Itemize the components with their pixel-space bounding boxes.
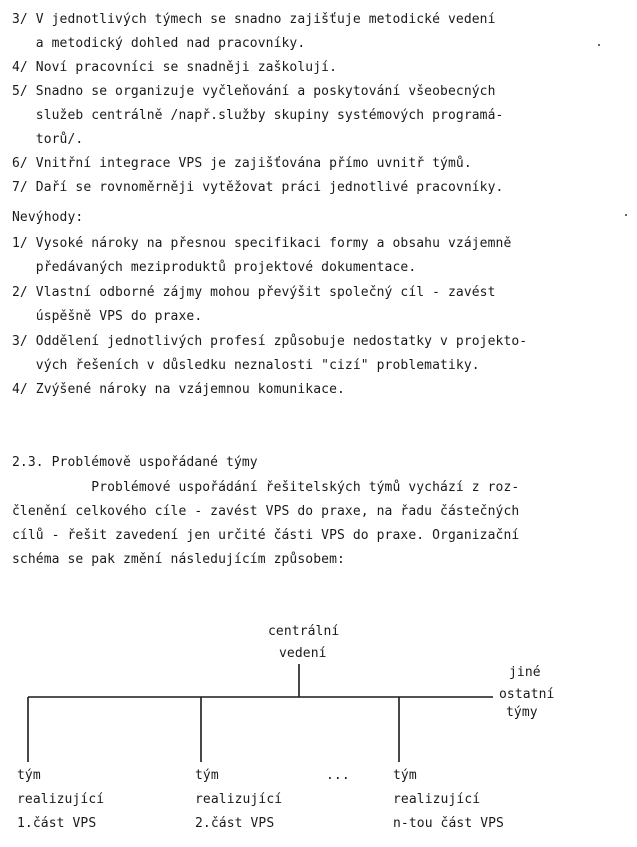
team-node-n-line1: tým [393,768,417,783]
other-teams-line3: týmy [506,705,538,720]
list-item: 6/ Vnitřní integrace VPS je zajišťována přímo uvnitř týmů. [12,156,472,171]
team-node-1-line3: 1.část VPS [17,816,97,831]
list-item: 1/ Vysoké nároky na přesnou specifikaci formy a obsahu vzájemně [12,236,512,251]
list-item: služeb centrálně /např.služby skupiny systémových programá- [12,108,504,123]
team-node-1-line1: tým [17,768,41,783]
other-teams-line1: jiné [509,665,541,680]
list-item: 4/ Noví pracovníci se snadněji zaškolují. [12,60,337,75]
list-item: 7/ Daří se rovnoměrněji vytěžovat práci jednotlivé pracovníky. [12,180,504,195]
root-node-line1: centrální [268,624,340,639]
list-item: 3/ V jednotlivých týmech se snadno zajišťuje metodické vedení [12,12,496,27]
root-node-line2: vedení [279,646,327,661]
disadvantages-heading: Nevýhody: [12,210,84,225]
section-heading: 2.3. Problémově uspořádané týmy [12,455,258,470]
paragraph-line: cílů - řešit zavedení jen určité části VPS do praxe. Organizační [12,528,520,543]
team-node-n-line3: n-tou část VPS [393,816,504,831]
list-item: a metodický dohled nad pracovníky. [12,36,306,51]
team-node-2-line3: 2.část VPS [195,816,275,831]
list-item: úspěšně VPS do praxe. [12,309,203,324]
team-node-n-line2: realizující [393,792,481,807]
paragraph-line: členění celkového cíle - zavést VPS do praxe, na řadu částečných [12,504,520,519]
other-teams-line2: ostatní [499,687,555,702]
paragraph-line: schéma se pak změní následujícím způsobem: [12,552,345,567]
list-item: vých řešeních v důsledku neznalosti "cizí" problematiky. [12,358,480,373]
list-item: 3/ Oddělení jednotlivých profesí způsobuje nedostatky v projekto- [12,334,528,349]
team-node-1-line2: realizující [17,792,105,807]
scan-speck [625,214,627,216]
list-item: 4/ Zvýšené nároky na vzájemnou komunikace. [12,382,345,397]
team-node-2-line2: realizující [195,792,283,807]
scan-speck [598,44,600,46]
list-item: předávaných meziproduktů projektové dokumentace. [12,260,417,275]
list-item: 2/ Vlastní odborné zájmy mohou převýšit společný cíl - zavést [12,285,496,300]
list-item: 5/ Snadno se organizuje vyčleňování a poskytování všeobecných [12,84,496,99]
list-item: torů/. [12,132,84,147]
team-node-2-line1: tým [195,768,219,783]
ellipsis: ... [326,768,350,783]
paragraph-line: Problémové uspořádání řešitelských týmů vychází z roz- [12,480,520,495]
